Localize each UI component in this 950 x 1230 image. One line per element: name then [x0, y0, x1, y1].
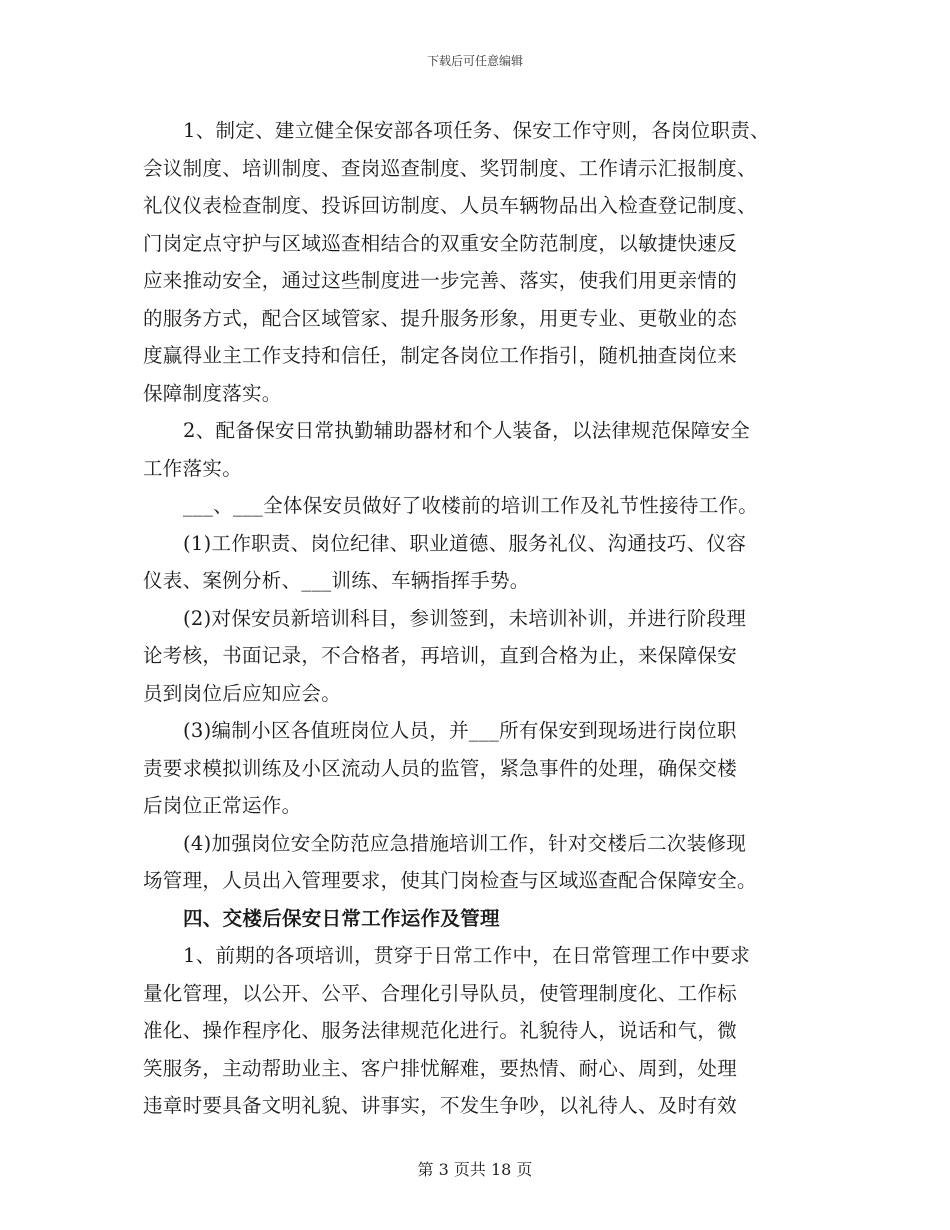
- document-body: [143, 112, 819, 1125]
- text-line: 责要求模拟训练及小区流动人员的监管，紧急事件的处理，确保交楼: [143, 756, 738, 780]
- text-line: 后岗位正常运作。: [143, 794, 302, 817]
- text-line: 工作落实。: [143, 456, 243, 480]
- page-footer: 第 3 页共 18 页: [417, 1160, 533, 1179]
- text-line: (2)对保安员新培训科目，参训签到，未培训补训，并进行阶段理: [183, 606, 747, 630]
- text-line: 门岗定点守护与区域巡查相结合的双重安全防范制度，以敏捷快速反: [143, 231, 738, 255]
- paragraph-2: [143, 412, 819, 487]
- text-line: (4)加强岗位安全防范应急措施培训工作，针对交楼后二次装修现: [183, 831, 747, 855]
- text-line: 量化管理，以公开、公平、合理化引导队员，使管理制度化、工作标: [143, 981, 738, 1005]
- text-line: (1)工作职责、岗位纪律、职业道德、服务礼仪、沟通技巧、仪容: [183, 531, 747, 555]
- text-line: 1、制定、建立健全保安部各项任务、保安工作守则，各岗位职责、: [183, 119, 770, 142]
- text-line: (3)编制小区各值班岗位人员，并___所有保安到现场进行岗位职: [183, 719, 737, 742]
- paragraph-7: [143, 825, 819, 900]
- text-line: 会议制度、培训制度、查岗巡查制度、奖罚制度、工作请示汇报制度、: [143, 156, 757, 180]
- text-line: 礼仪仪表检查制度、投诉回访制度、人员车辆物品出入检查登记制度、: [143, 194, 757, 217]
- text-line: 应来推动安全，通过这些制度进一步完善、落实，使我们用更亲情的: [143, 269, 738, 292]
- page-header: 下载后可任意编辑: [426, 54, 523, 68]
- paragraph-3: [143, 487, 819, 525]
- text-line: 场管理，人员出入管理要求，使其门岗检查与区域巡查配合保障安全。: [143, 869, 757, 892]
- paragraph-4: [143, 525, 819, 600]
- text-line: 论考核，书面记录，不合格者，再培训，直到合格为止，来保障保安: [143, 644, 738, 667]
- paragraph-1: [143, 112, 819, 412]
- text-line: 2、配备保安日常执勤辅助器材和个人装备，以法律规范保障安全: [183, 419, 751, 442]
- text-line: 员到岗位后应知应会。: [143, 681, 342, 705]
- text-line: 笑服务，主动帮助业主、客户排忧解难，要热情、耐心、周到，处理: [143, 1056, 738, 1080]
- text-line: 保障制度落实。: [143, 381, 282, 405]
- section-heading: [143, 900, 819, 938]
- text-line: 1、前期的各项培训，贯穿于日常工作中，在日常管理工作中要求: [183, 944, 751, 967]
- text-line: 的服务方式，配合区域管家、提升服务形象，用更专业、更敬业的态: [143, 306, 738, 330]
- heading-text: 四、交楼后保安日常工作运作及管理: [183, 906, 500, 930]
- text-line: 仪表、案例分析、___训练、车辆指挥手势。: [143, 569, 530, 592]
- text-line: 违章时要具备文明礼貌、讲事实，不发生争吵，以礼待人、及时有效: [143, 1094, 738, 1117]
- paragraph-5: [143, 600, 819, 713]
- paragraph-8: [143, 937, 819, 1125]
- text-line: 度赢得业主工作支持和信任，制定各岗位工作指引，随机抽查岗位来: [143, 344, 738, 367]
- text-line: 准化、操作程序化、服务法律规范化进行。礼貌待人，说话和气，微: [143, 1019, 738, 1042]
- text-line: ___、___全体保安员做好了收楼前的培训工作及礼节性接待工作。: [183, 494, 759, 517]
- paragraph-6: [143, 712, 819, 825]
